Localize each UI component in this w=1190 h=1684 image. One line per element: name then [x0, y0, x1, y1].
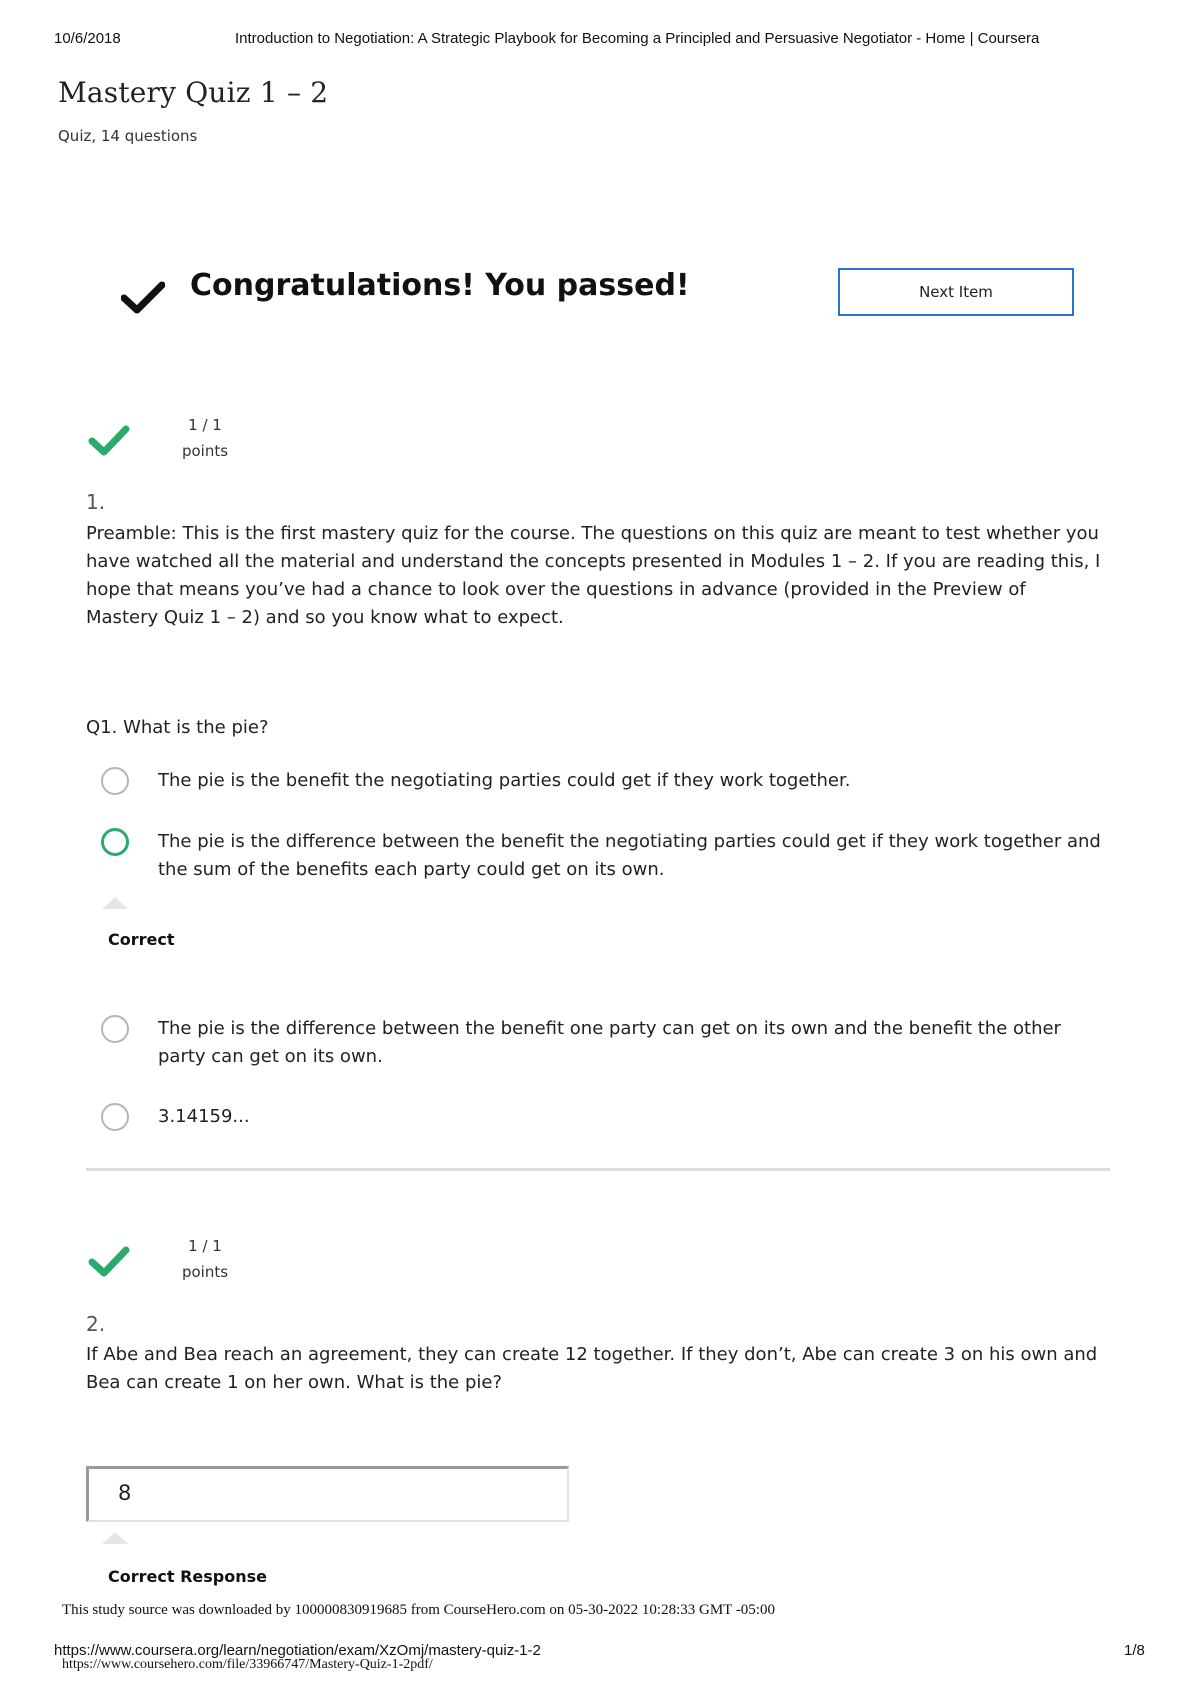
option-4-text: 3.14159...: [158, 1106, 250, 1127]
question-divider: [86, 1168, 1110, 1171]
points-score: 1 / 1: [188, 416, 222, 434]
download-note: This study source was downloaded by 100000830919685 from CourseHero.com on 05-30-2022 10:28:33 GMT -05:00: [62, 1602, 775, 1618]
radio-option-4[interactable]: [101, 1103, 129, 1131]
question-number: 1.: [86, 490, 106, 514]
option-2-text: The pie is the difference between the benefit the negotiating parties could get if they work together and the sum of the benefits each party could get on its own.: [158, 831, 1101, 880]
radio-option-3[interactable]: [101, 1015, 129, 1043]
feedback-correct-response: Correct Response: [108, 1567, 267, 1586]
feedback-caret: [102, 897, 128, 909]
radio-option-2-selected[interactable]: [101, 828, 129, 856]
points-score: 1 / 1: [188, 1237, 222, 1255]
option-1-text: The pie is the benefit the negotiating parties could get if they work together.: [158, 770, 851, 791]
points-label: points: [181, 442, 229, 460]
print-date: 10/6/2018: [54, 30, 121, 47]
option-3-text: The pie is the difference between the benefit one party can get on its own and the benefit the other party can get on its own.: [158, 1018, 1061, 1067]
feedback-caret: [102, 1532, 128, 1544]
question-preamble: Preamble: This is the first mastery quiz for the course. The questions on this quiz are meant to test whether you have watched all the material and understand the concepts presented in Modules 1 – 2. If you are reading this, I hope that means you’ve had a chance to look over the questions in advance (provided in the Preview of Mastery Quiz 1 – 2) and so you know what to expect.: [86, 523, 1101, 628]
page-number: 1/8: [1124, 1642, 1145, 1659]
next-item-button[interactable]: Next Item: [838, 268, 1074, 316]
page-url: https://www.coursera.org/learn/negotiation/exam/XzOmj/mastery-quiz-1-2: [54, 1642, 541, 1659]
question-number: 2.: [86, 1312, 106, 1336]
source-url: https://www.coursehero.com/file/33966747/Mastery-Quiz-1-2pdf/: [62, 1657, 433, 1672]
checkmark-icon: [121, 280, 165, 316]
feedback-correct: Correct: [108, 930, 175, 949]
correct-check-icon: [88, 1245, 130, 1279]
quiz-title: Mastery Quiz 1 – 2: [58, 76, 329, 109]
points-label: points: [181, 1263, 229, 1281]
quiz-subtitle: Quiz, 14 questions: [58, 127, 198, 145]
question-prompt: Q1. What is the pie?: [86, 717, 269, 738]
correct-check-icon: [88, 424, 130, 458]
print-page-title: Introduction to Negotiation: A Strategic Playbook for Becoming a Principled and Persuasive Negotiator - Home | Coursera: [235, 30, 1040, 47]
question-prompt: If Abe and Bea reach an agreement, they can create 12 together. If they don’t, Abe can create 3 on his own and Bea can create 1 on her own. What is the pie?: [86, 1344, 1098, 1393]
pass-message: Congratulations! You passed!: [190, 268, 690, 303]
radio-option-1[interactable]: [101, 767, 129, 795]
answer-input[interactable]: 8: [86, 1466, 569, 1522]
